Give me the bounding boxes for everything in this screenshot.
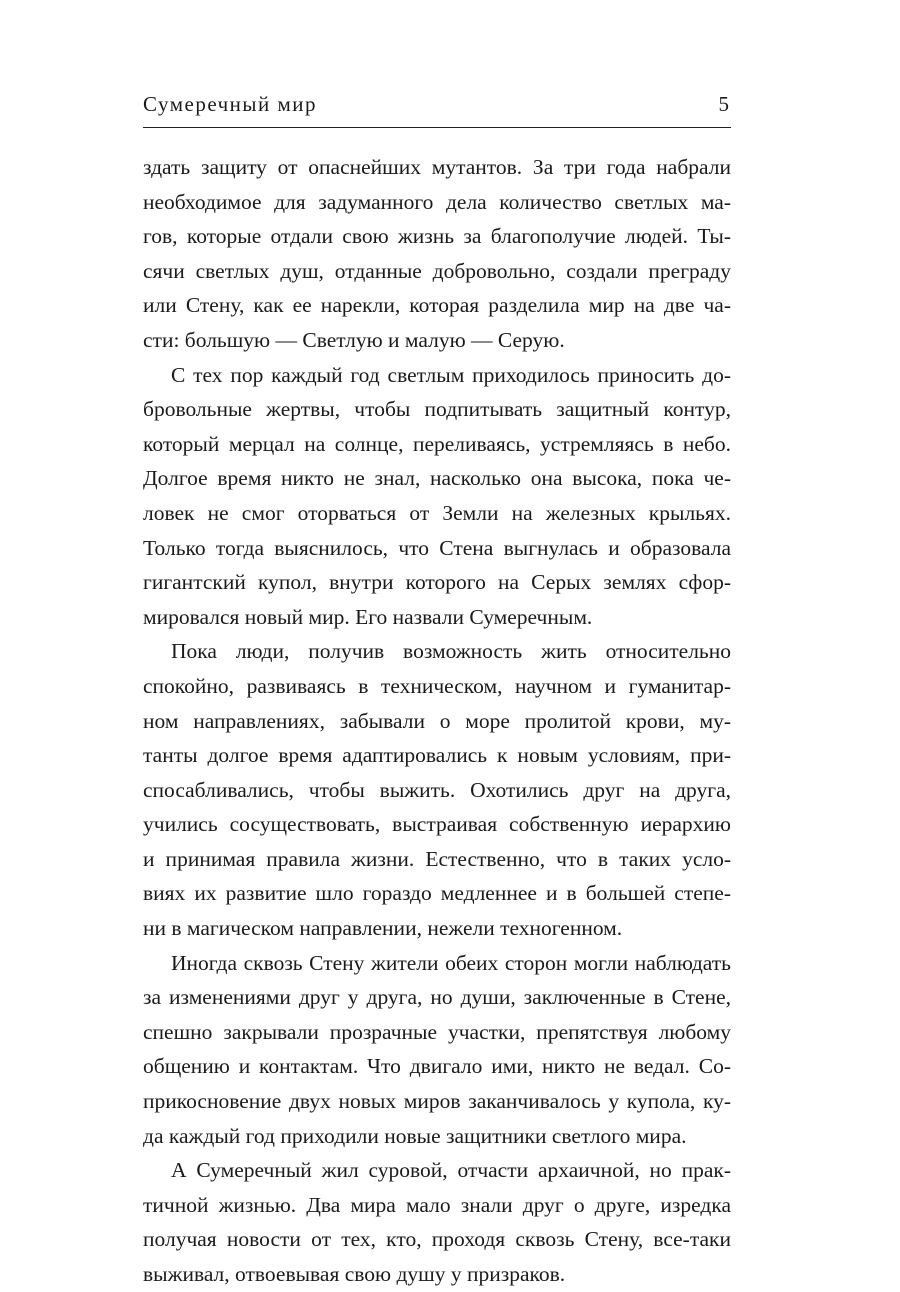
text-line: да каждый год приходили новые защитники светлого мира. (143, 1123, 687, 1148)
running-title: Сумеречный мир (143, 92, 318, 116)
text-line: бровольные жертвы, чтобы подпитывать защитный контур, (143, 397, 731, 422)
text-line: Долгое время никто не знал, насколько она высока, пока че- (143, 466, 731, 491)
text-line: Пока люди, получив возможность жить относительно (171, 639, 731, 664)
text-line: ном направлениях, забывали о море пролитой крови, му- (143, 708, 731, 733)
text-line: тичной жизнью. Два мира мало знали друг о друге, изредка (143, 1192, 731, 1217)
running-head (143, 88, 731, 122)
text-line: здать защиту от опаснейших мутантов. За три года набрали (143, 155, 731, 179)
text-line: необходимое для задуманного дела количество светлых ма- (143, 189, 731, 214)
text-line: гигантский купол, внутри которого на Серых землях сфор- (143, 570, 731, 595)
text-line: сти: большую — Светлую и малую — Серую. (143, 327, 565, 352)
text-line: ловек не смог оторваться от Земли на железных крыльях. (143, 500, 731, 525)
text-line: Иногда сквозь Стену жители обеих сторон могли наблюдать (171, 950, 731, 975)
text-line: сячи светлых душ, отданные добровольно, создали преграду (143, 258, 731, 283)
text-line: учились сосуществовать, выстраивая собственную иерархию (143, 812, 731, 837)
paragraph (143, 634, 731, 945)
text-line: спешно закрывали прозрачные участки, препятствуя любому (143, 1019, 731, 1044)
text-line: танты долгое время адаптировались к новым условиям, при- (143, 743, 731, 768)
text-line: и принимая правила жизни. Естественно, что в таких усло- (143, 846, 731, 871)
paragraph (143, 358, 731, 635)
text-line: гов, которые отдали свою жизнь за благополучие людей. Ты- (143, 224, 731, 249)
text-line: Только тогда выяснилось, что Стена выгнулась и образовала (143, 535, 731, 560)
text-line: С тех пор каждый год светлым приходилось приносить до- (171, 362, 731, 387)
text-line: А Сумеречный жил суровой, отчасти архаичной, но прак- (171, 1158, 731, 1183)
text-line: прикосновение двух новых миров заканчивалось у купола, ку- (143, 1089, 731, 1114)
text-line: общению и контактам. Что двигало ими, никто не ведал. Со- (143, 1054, 731, 1079)
paragraph (143, 150, 731, 358)
text-line: выживал, отвоевывая свою душу у призраков. (143, 1262, 566, 1286)
paragraph (143, 946, 731, 1154)
page-number: 5 (718, 92, 729, 116)
text-line: спосабливались, чтобы выжить. Охотились друг на друга, (143, 777, 731, 802)
text-line: мировался новый мир. Его назвали Сумеречным. (143, 604, 593, 629)
text-line: который мерцал на солнце, переливаясь, устремляясь в небо. (143, 431, 731, 456)
text-line: за изменениями друг у друга, но души, заключенные в Стене, (143, 985, 731, 1010)
text-line: получая новости от тех, кто, проходя сквозь Стену, все-таки (143, 1227, 731, 1252)
text-line: виях их развитие шло гораздо медленнее и в большей степе- (143, 881, 731, 906)
text-line: или Стену, как ее нарекли, которая разделила мир на две ча- (143, 293, 731, 318)
header-rule (143, 127, 731, 128)
text-line: ни в магическом направлении, нежели техногенном. (143, 916, 623, 941)
paragraph (143, 1153, 731, 1291)
body-text (143, 150, 731, 1292)
text-line: спокойно, развиваясь в техническом, научном и гуманитар- (143, 673, 731, 698)
